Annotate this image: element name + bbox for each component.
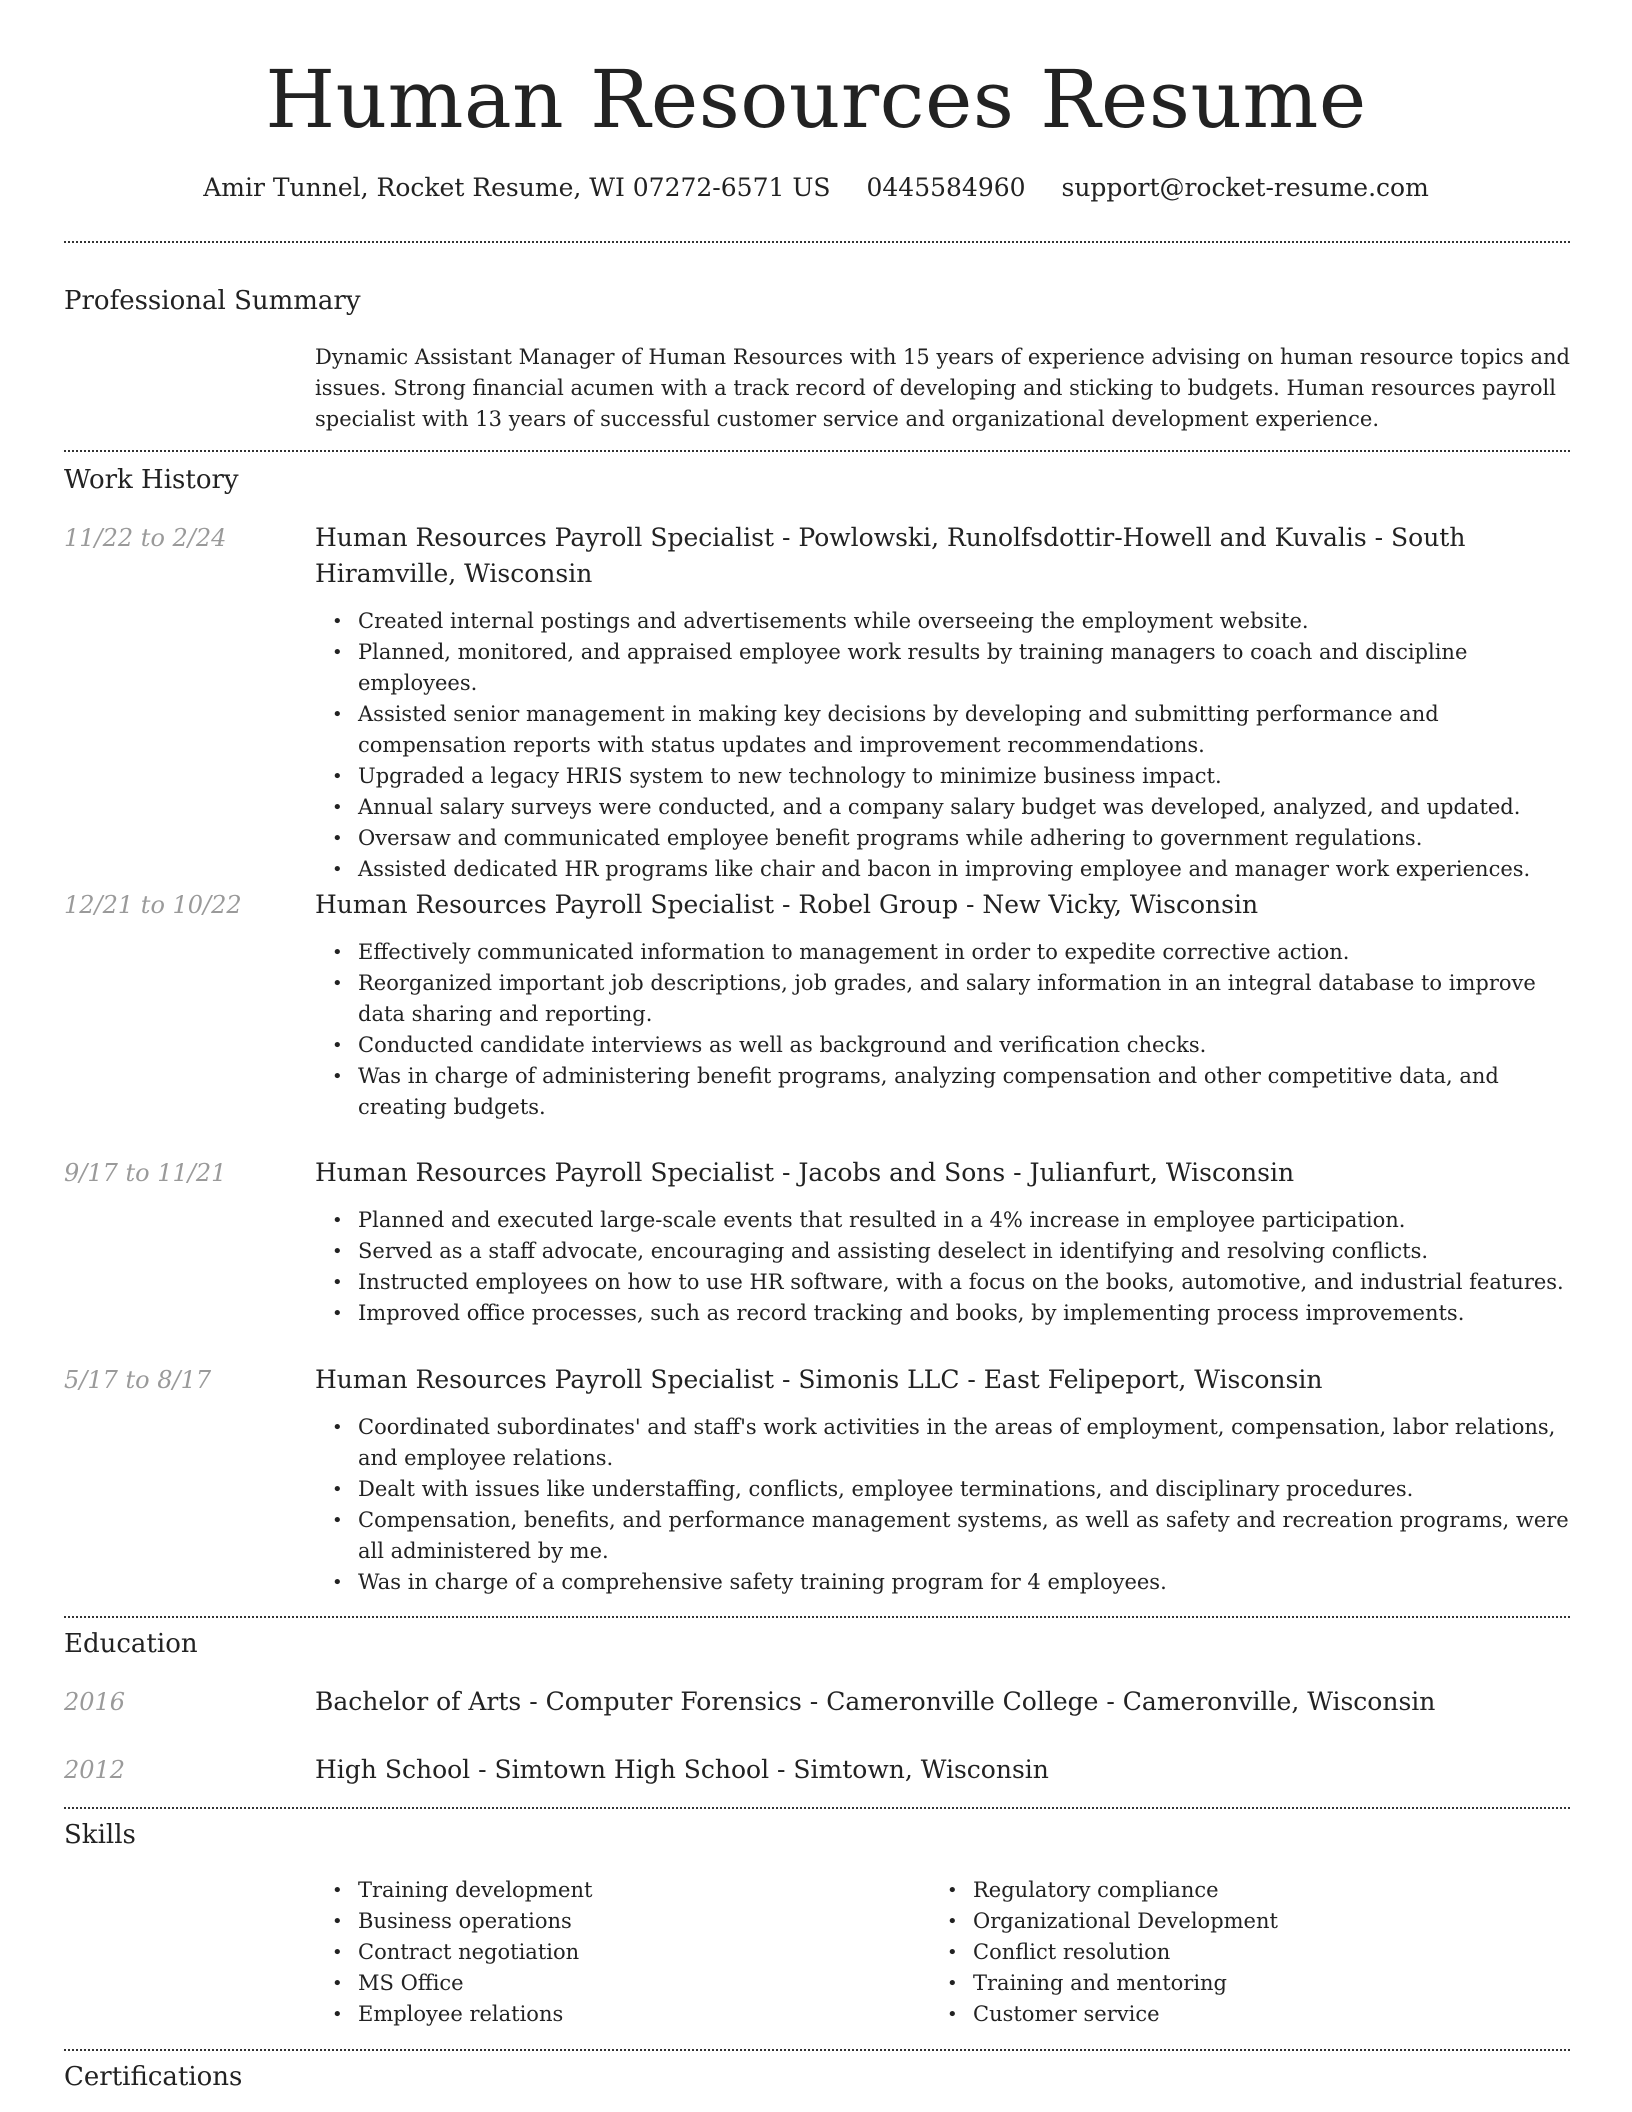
list-item: • Instructed employees on how to use HR software, with a focus on the books, automotive, and industrial features. [358,1267,1570,1298]
contact-address: Amir Tunnel, Rocket Resume, WI 07272-6571 US [203,173,831,202]
job-bullets [358,1412,1570,1598]
education-year: 2016 [64,1688,126,1716]
job-bullets [358,1205,1570,1329]
job-bullets [358,937,1570,1123]
section-title-education: Education [64,1629,198,1659]
list-item: • Reorganized important job descriptions, job grades, and salary information in an integral database to improve data sharing and reporting. [358,968,1570,1030]
job-title: Human Resources Payroll Specialist - Powlowski, Runolfsdottir-Howell and Kuvalis - South Hiramville, Wisconsin [315,523,1466,588]
section-title-summary: Professional Summary [64,286,361,316]
divider [64,1807,1570,1809]
job-bullets [358,606,1570,885]
job-title: Human Resources Payroll Specialist - Jacobs and Sons - Julianfurt, Wisconsin [315,1158,1295,1187]
list-item: • Dealt with issues like understaffing, conflicts, employee terminations, and disciplinary procedures. [358,1474,1570,1505]
skill-item: • Training and mentoring [973,1968,1533,1999]
list-item: • Assisted dedicated HR programs like chair and bacon in improving employee and manager work experiences. [358,854,1570,885]
skill-item: • Business operations [358,1906,898,1937]
list-item: • Served as a staff advocate, encouraging and assisting deselect in identifying and resolving conflicts. [358,1236,1570,1267]
skill-item: • Customer service [973,1999,1533,2030]
list-item: • Conducted candidate interviews as well as background and verification checks. [358,1030,1570,1061]
job-dates: 11/22 to 2/24 [64,524,227,552]
skills-list-right [973,1875,1533,2030]
list-item: • Oversaw and communicated employee benefit programs while adhering to government regulations. [358,823,1570,854]
skill-item: • Training development [358,1875,898,1906]
section-title-skills: Skills [64,1820,136,1850]
contact-line [0,170,1632,206]
job-title: Human Resources Payroll Specialist - Simonis LLC - East Felipeport, Wisconsin [315,1365,1323,1394]
section-title-work-history: Work History [64,465,239,495]
list-item: • Created internal postings and advertisements while overseeing the employment website. [358,606,1570,637]
resume-title: Human Resources Resume [265,53,1367,146]
skill-item: • Regulatory compliance [973,1875,1533,1906]
skills-list-left [358,1875,898,2030]
section-title-certifications: Certifications [64,2062,243,2092]
list-item: • Improved office processes, such as record tracking and books, by implementing process improvements. [358,1298,1570,1329]
skill-item: • Conflict resolution [973,1937,1533,1968]
list-item: • Assisted senior management in making key decisions by developing and submitting performance and compensation reports with status updates and improvement recommendations. [358,699,1570,761]
job-dates: 9/17 to 11/21 [64,1159,227,1187]
skill-item: • Organizational Development [973,1906,1533,1937]
education-degree: High School - Simtown High School - Simtown, Wisconsin [315,1755,1049,1784]
education-year: 2012 [64,1756,126,1784]
contact-phone: 0445584960 [866,173,1026,202]
list-item: • Coordinated subordinates' and staff's work activities in the areas of employment, compensation, labor relations, and employee relations. [358,1412,1570,1474]
skill-item: • MS Office [358,1968,898,1999]
divider [64,1616,1570,1618]
contact-email: support@rocket-resume.com [1061,173,1429,202]
summary-text: Dynamic Assistant Manager of Human Resources with 15 years of experience advising on human resource topics and issues. Strong financial acumen with a track record of developing and sticking to budgets. Human resources payroll specialist with 13 years of successful customer service and organizational development experience. [315,345,1570,431]
job-dates: 5/17 to 8/17 [64,1366,212,1394]
list-item: • Effectively communicated information to management in order to expedite corrective action. [358,937,1570,968]
list-item: • Upgraded a legacy HRIS system to new technology to minimize business impact. [358,761,1570,792]
skill-item: • Contract negotiation [358,1937,898,1968]
skill-item: • Employee relations [358,1999,898,2030]
list-item: • Was in charge of a comprehensive safety training program for 4 employees. [358,1567,1570,1598]
divider [64,450,1570,452]
job-title: Human Resources Payroll Specialist - Robel Group - New Vicky, Wisconsin [315,890,1259,919]
list-item: • Planned and executed large-scale events that resulted in a 4% increase in employee participation. [358,1205,1570,1236]
list-item: • Was in charge of administering benefit programs, analyzing compensation and other competitive data, and creating budgets. [358,1061,1570,1123]
list-item: • Planned, monitored, and appraised employee work results by training managers to coach and discipline employees. [358,637,1570,699]
divider [64,2049,1570,2051]
list-item: • Compensation, benefits, and performance management systems, as well as safety and recreation programs, were all administered by me. [358,1505,1570,1567]
list-item: • Annual salary surveys were conducted, and a company salary budget was developed, analyzed, and updated. [358,792,1570,823]
divider [64,241,1570,243]
education-degree: Bachelor of Arts - Computer Forensics - Cameronville College - Cameronville, Wisconsin [315,1687,1436,1716]
job-dates: 12/21 to 10/22 [64,891,242,919]
